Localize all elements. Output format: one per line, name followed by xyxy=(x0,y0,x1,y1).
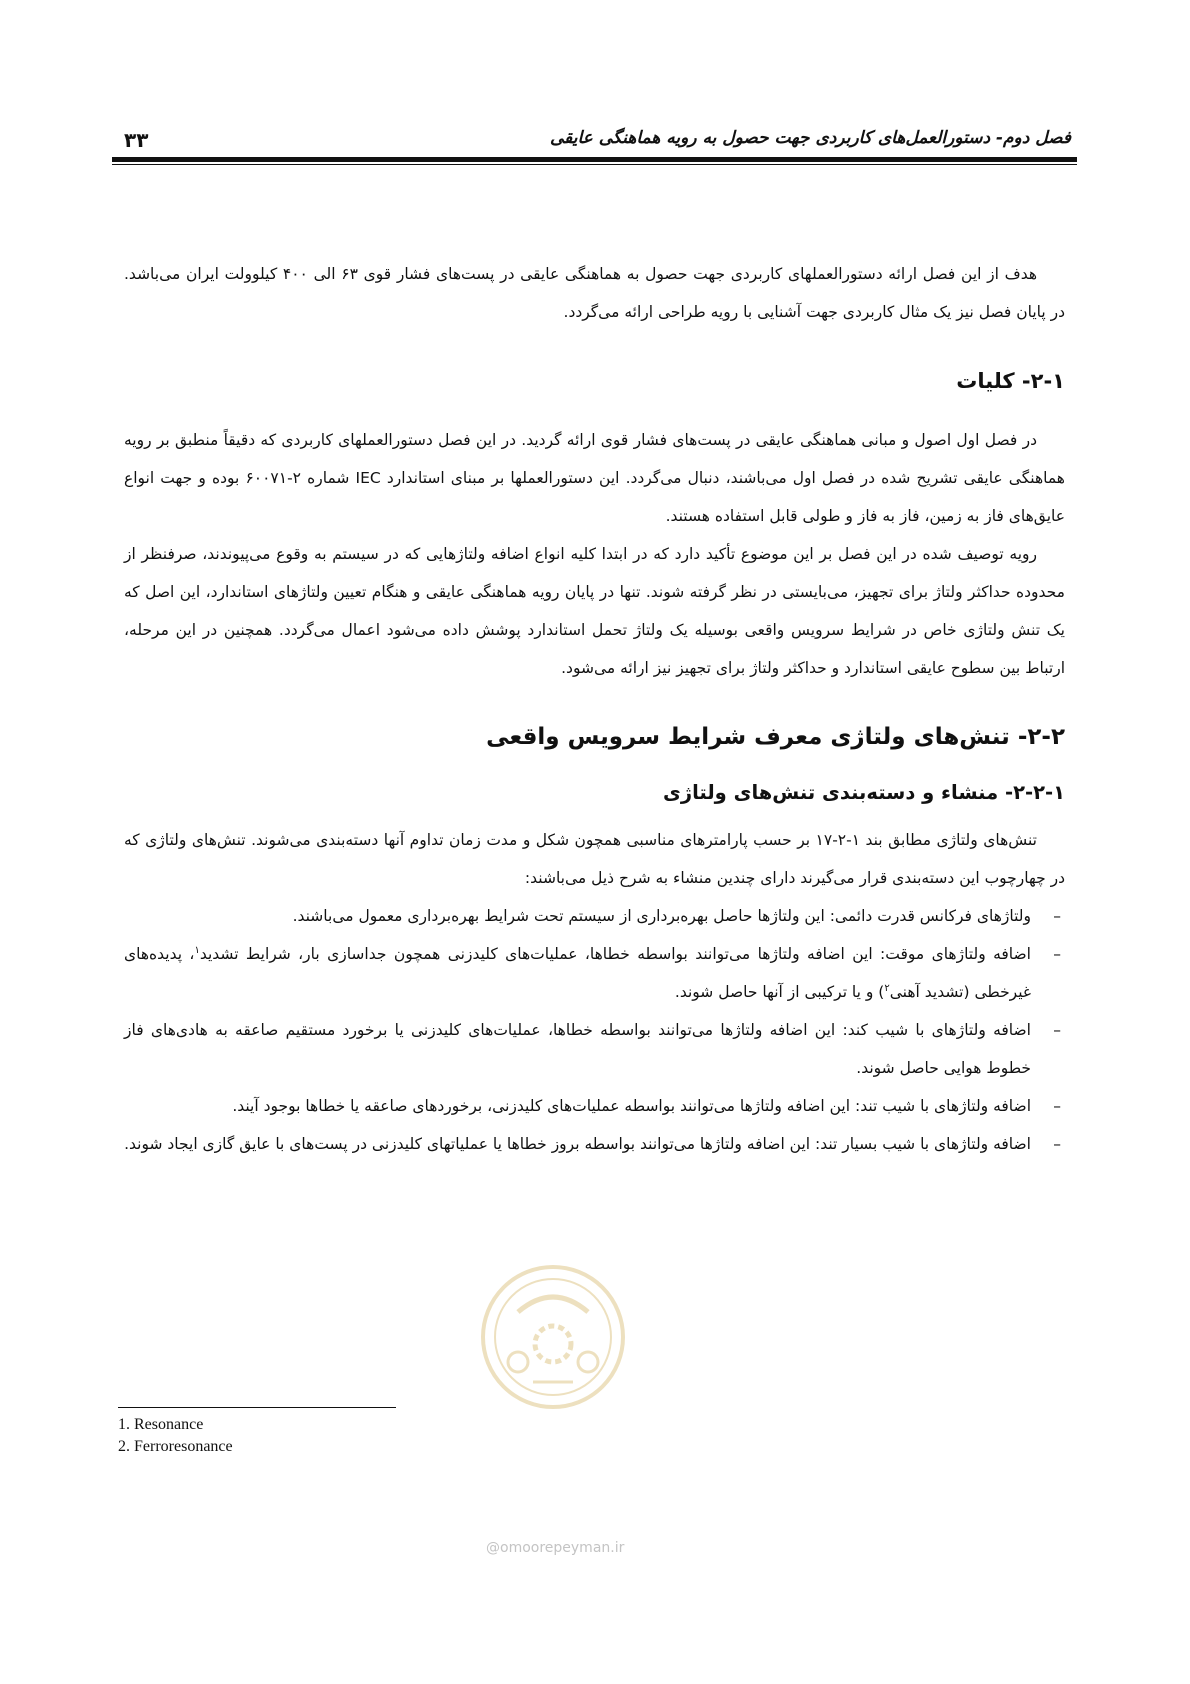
header-rule-thin xyxy=(112,164,1077,165)
list-item xyxy=(124,897,1065,935)
watermark-logo xyxy=(478,1262,628,1412)
list-item-text-a: اضافه ولتاژهای موقت: این اضافه ولتاژها می‌توانند بواسطه خطاها، عملیات‌های کلیدزنی همچون جداسازی بار، شرایط تشدید xyxy=(199,945,1031,963)
intro-paragraph: هدف از این فصل ارائه دستورالعملهای کاربردی جهت حصول به هماهنگی عایقی در پست‌های فشار قوی ۶۳ الی ۴۰۰ کیلوولت ایران می‌باشد. در پایان فصل نیز یک مثال کاربردی جهت آشنایی با رویه طراحی ارائه می‌گردد. xyxy=(124,265,1065,321)
page-number: ۳۳ xyxy=(124,128,149,152)
bullet-dash: – xyxy=(1053,1135,1061,1153)
page-body xyxy=(124,255,1065,1163)
bullet-dash: – xyxy=(1053,945,1061,963)
list-item-text: اضافه ولتاژهای با شیب کند: این اضافه ولتاژها می‌توانند بواسطه خطاها، عملیات‌های کلیدزنی یا برخورد مستقیم صاعقه به هادی‌های فاز خطوط هوایی حاصل شوند. xyxy=(124,1021,1031,1077)
subsection-heading-origin: ۲-۲-۱- منشاء و دسته‌بندی تنش‌های ولتاژی xyxy=(662,781,1065,804)
watermark-seal-icon xyxy=(478,1262,628,1412)
list-item xyxy=(124,935,1065,1011)
bullet-dash: – xyxy=(1053,907,1061,925)
stresses-paragraph: تنش‌های ولتاژی مطابق بند ۱-۲-۱۷ بر حسب پارامترهای مناسبی همچون شکل و مدت زمان تداوم آنها دسته‌بندی می‌شوند. تنش‌های ولتاژی که در چهارچوب این دسته‌بندی قرار می‌گیرند دارای چندین منشاء به شرح ذیل می‌باشند: xyxy=(124,831,1065,887)
watermark-url: @omoorepeyman.ir xyxy=(486,1540,625,1556)
chapter-title: فصل دوم- دستورالعمل‌های کاربردی جهت حصول به رویه هماهنگی عایقی xyxy=(549,128,1071,148)
header-rule-thick xyxy=(112,157,1077,162)
footnote-1: 1. Resonance xyxy=(118,1416,204,1433)
stress-origin-list xyxy=(124,897,1065,1163)
footnote-ref-2: ۲ xyxy=(884,982,890,994)
footnote-ref-1: ۱ xyxy=(194,944,200,956)
general-paragraph-1: در فصل اول اصول و مبانی هماهنگی عایقی در پست‌های فشار قوی ارائه گردید. در این فصل دستورالعملهای کاربردی که دقیقاً منطبق بر رویه هماهنگی عایقی تشریح شده در فصل اول می‌باشند، دنبال می‌گردد. این دستورالعملها بر مبنای استاندارد IEC شماره ۲-۶۰۰۷۱ بوده و جهت انواع عایق‌های فاز به زمین، فاز به فاز و طولی قابل استفاده هستند. xyxy=(124,431,1065,525)
general-paragraph-2: رویه توصیف شده در این فصل بر این موضوع تأکید دارد که در ابتدا کلیه انواع اضافه ولتاژهایی که در سیستم به وقوع می‌پیوندند، صرفنظر از محدوده حداکثر ولتاژ برای تجهیز، می‌بایستی در نظر گرفته شوند. تنها در پایان رویه هماهنگی عایقی و هنگام تعیین ولتاژهای استاندارد، این اصل که یک تنش ولتاژی خاص در شرایط سرویس واقعی بوسیله یک ولتاژ تحمل استاندارد پوشش داده می‌شود اعمال می‌گردد. همچنین در این مرحله، ارتباط بین سطوح عایقی استاندارد و حداکثر ولتاژ برای تجهیز نیز ارائه می‌شود. xyxy=(124,545,1065,677)
footnote-rule xyxy=(118,1407,396,1408)
section-heading-general: ۲-۱- کلیات xyxy=(956,369,1065,393)
section-heading-voltage-stresses: ۲-۲- تنش‌های ولتاژی معرف شرایط سرویس واقعی xyxy=(486,724,1065,750)
list-item xyxy=(124,1125,1065,1163)
list-item xyxy=(124,1011,1065,1087)
footnotes xyxy=(118,1414,233,1458)
list-item-text: اضافه ولتاژهای با شیب بسیار تند: این اضافه ولتاژها می‌توانند بواسطه بروز خطاها یا عملیاتهای کلیدزنی در پست‌های با عایق گازی ایجاد شوند. xyxy=(124,1135,1031,1153)
list-item-text: اضافه ولتاژهای با شیب تند: این اضافه ولتاژها می‌توانند بواسطه عملیات‌های کلیدزنی، برخوردهای صاعقه یا خطاها بوجود آیند. xyxy=(232,1097,1031,1115)
list-item xyxy=(124,1087,1065,1125)
list-item-text: ولتاژهای فرکانس قدرت دائمی: این ولتاژها حاصل بهره‌برداری از سیستم تحت شرایط بهره‌برداری معمول می‌باشند. xyxy=(292,907,1031,925)
bullet-dash: – xyxy=(1053,1021,1061,1039)
list-item-text-b: ، پدیده‌های غیرخطی (تشدید آهنی xyxy=(124,945,1031,1001)
footnote-2: 2. Ferroresonance xyxy=(118,1438,233,1455)
list-item-text-c: ) و یا ترکیبی از آنها حاصل شوند. xyxy=(674,983,885,1001)
page-header xyxy=(112,128,1077,160)
bullet-dash: – xyxy=(1053,1097,1061,1115)
